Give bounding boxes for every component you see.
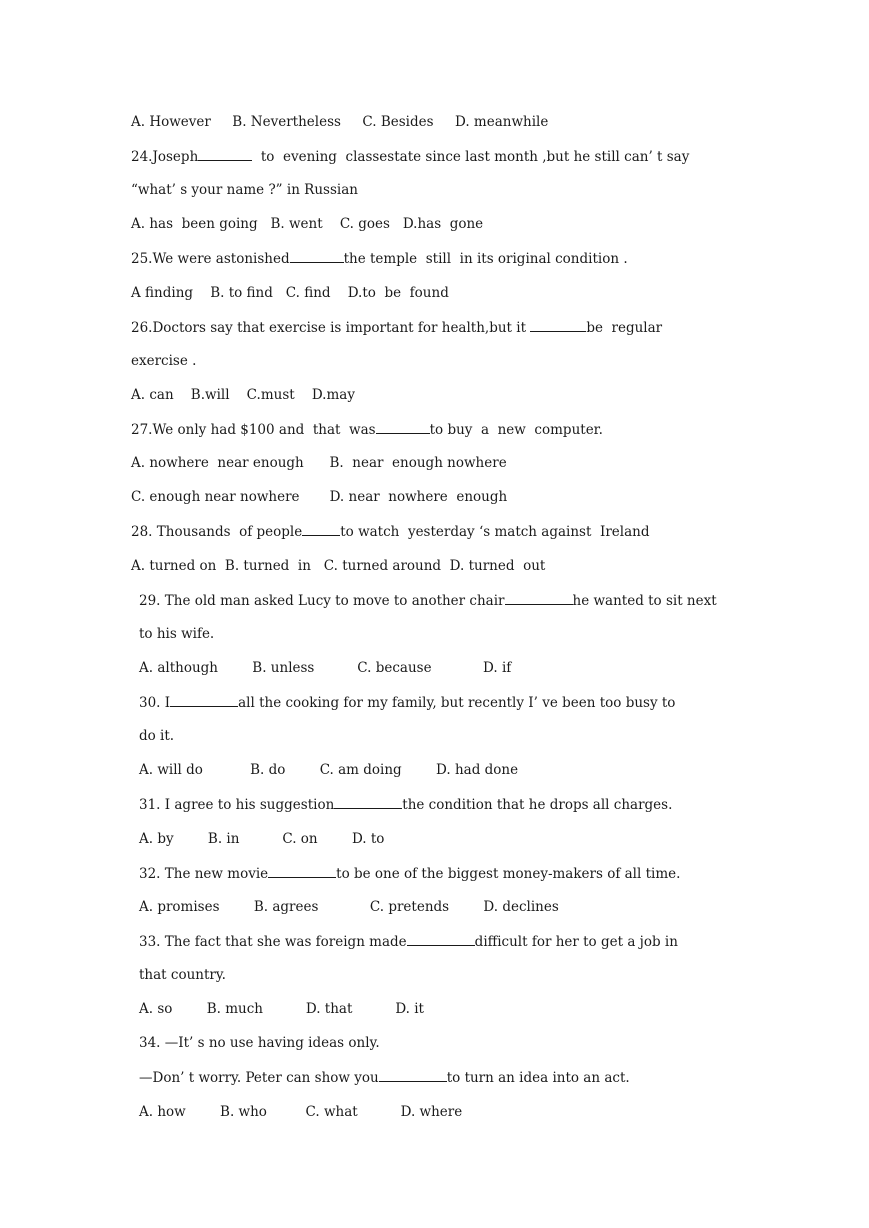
line-text: 31. I agree to his suggestion [139, 797, 335, 813]
line-text: be regular [586, 320, 663, 336]
line-text: exercise . [131, 353, 197, 369]
answer-blank[interactable] [198, 147, 252, 161]
line-text: A. although B. unless C. because D. if [139, 660, 512, 676]
answer-blank[interactable] [170, 693, 238, 707]
line-text: 30. I [139, 695, 171, 711]
line-text: A. how B. who C. what D. where [139, 1104, 463, 1120]
line-text: 34. —It’ s no use having ideas only. [139, 1035, 380, 1051]
line-text: A. has been going B. went C. goes D.has gone [131, 216, 484, 232]
line-text: —Don’ t worry. Peter can show you [139, 1070, 379, 1086]
line-text: to evening classestate since last month ,but he still can’ t say [252, 149, 690, 165]
answer-blank[interactable] [379, 1068, 447, 1082]
answer-blank[interactable] [376, 420, 430, 434]
text-line [139, 864, 680, 882]
line-text: that country. [139, 967, 226, 983]
answer-blank[interactable] [407, 932, 475, 946]
line-text: 33. The fact that she was foreign made [139, 934, 407, 950]
text-line [131, 557, 545, 575]
line-text: to his wife. [139, 626, 215, 642]
text-line [131, 318, 662, 336]
line-text: A. nowhere near enough B. near enough nowhere [131, 455, 507, 471]
text-line [131, 454, 507, 472]
line-text: “what’ s your name ?” in Russian [131, 182, 358, 198]
text-line [131, 215, 483, 233]
line-text: A. turned on B. turned in C. turned around D. turned out [131, 558, 546, 574]
line-text: A finding B. to find C. find D.to be found [131, 285, 449, 301]
text-line [131, 386, 355, 404]
line-text: A. can B.will C.must D.may [131, 387, 355, 403]
text-line [139, 966, 226, 984]
text-line [139, 625, 214, 643]
answer-blank[interactable] [290, 249, 344, 263]
text-line [139, 1068, 630, 1086]
line-text: 32. The new movie [139, 866, 269, 882]
line-text: to be one of the biggest money-makers of all time. [336, 866, 681, 882]
text-line [139, 727, 174, 745]
text-line [139, 1034, 380, 1052]
answer-blank[interactable] [530, 318, 586, 332]
text-line [139, 659, 511, 677]
text-line [139, 898, 559, 916]
line-text: he wanted to sit next [572, 593, 717, 609]
line-text: 24.Joseph [131, 149, 199, 165]
line-text: 29. The old man asked Lucy to move to another chair [139, 593, 505, 609]
line-text: 28. Thousands of people [131, 524, 303, 540]
line-text: to turn an idea into an act. [446, 1070, 630, 1086]
text-line [139, 591, 717, 609]
line-text: 27.We only had $100 and that was [131, 422, 376, 438]
line-text: A. However B. Nevertheless C. Besides D. meanwhile [131, 114, 549, 130]
text-line [139, 932, 678, 950]
text-line [139, 761, 518, 779]
line-text: the temple still in its original condition . [343, 251, 628, 267]
line-text: A. by B. in C. on D. to [139, 831, 385, 847]
line-text: to buy a new computer. [429, 422, 603, 438]
line-text: 26.Doctors say that exercise is important for health,but it [131, 320, 531, 336]
text-line [131, 249, 628, 267]
line-text: 25.We were astonished [131, 251, 290, 267]
text-line [131, 522, 649, 540]
answer-blank[interactable] [505, 591, 573, 605]
answer-blank[interactable] [268, 864, 336, 878]
line-text: A. so B. much D. that D. it [139, 1001, 424, 1017]
answer-blank[interactable] [302, 522, 340, 536]
answer-blank[interactable] [334, 795, 402, 809]
text-line [131, 284, 449, 302]
text-line [131, 147, 689, 165]
text-line [131, 488, 507, 506]
text-line [131, 113, 548, 131]
text-line [139, 1000, 424, 1018]
text-line [139, 693, 675, 711]
line-text: difficult for her to get a job in [474, 934, 678, 950]
line-text: the condition that he drops all charges. [402, 797, 673, 813]
text-line [139, 795, 672, 813]
line-text: to watch yesterday ‘s match against Ireland [340, 524, 650, 540]
line-text: C. enough near nowhere D. near nowhere enough [131, 489, 508, 505]
text-line [131, 181, 358, 199]
line-text: A. promises B. agrees C. pretends D. declines [139, 899, 559, 915]
text-line [139, 1103, 462, 1121]
line-text: all the cooking for my family, but recently I’ ve been too busy to [238, 695, 676, 711]
text-line [131, 352, 196, 370]
line-text: A. will do B. do C. am doing D. had done [139, 762, 519, 778]
text-line [131, 420, 603, 438]
line-text: do it. [139, 728, 175, 744]
text-line [139, 830, 384, 848]
